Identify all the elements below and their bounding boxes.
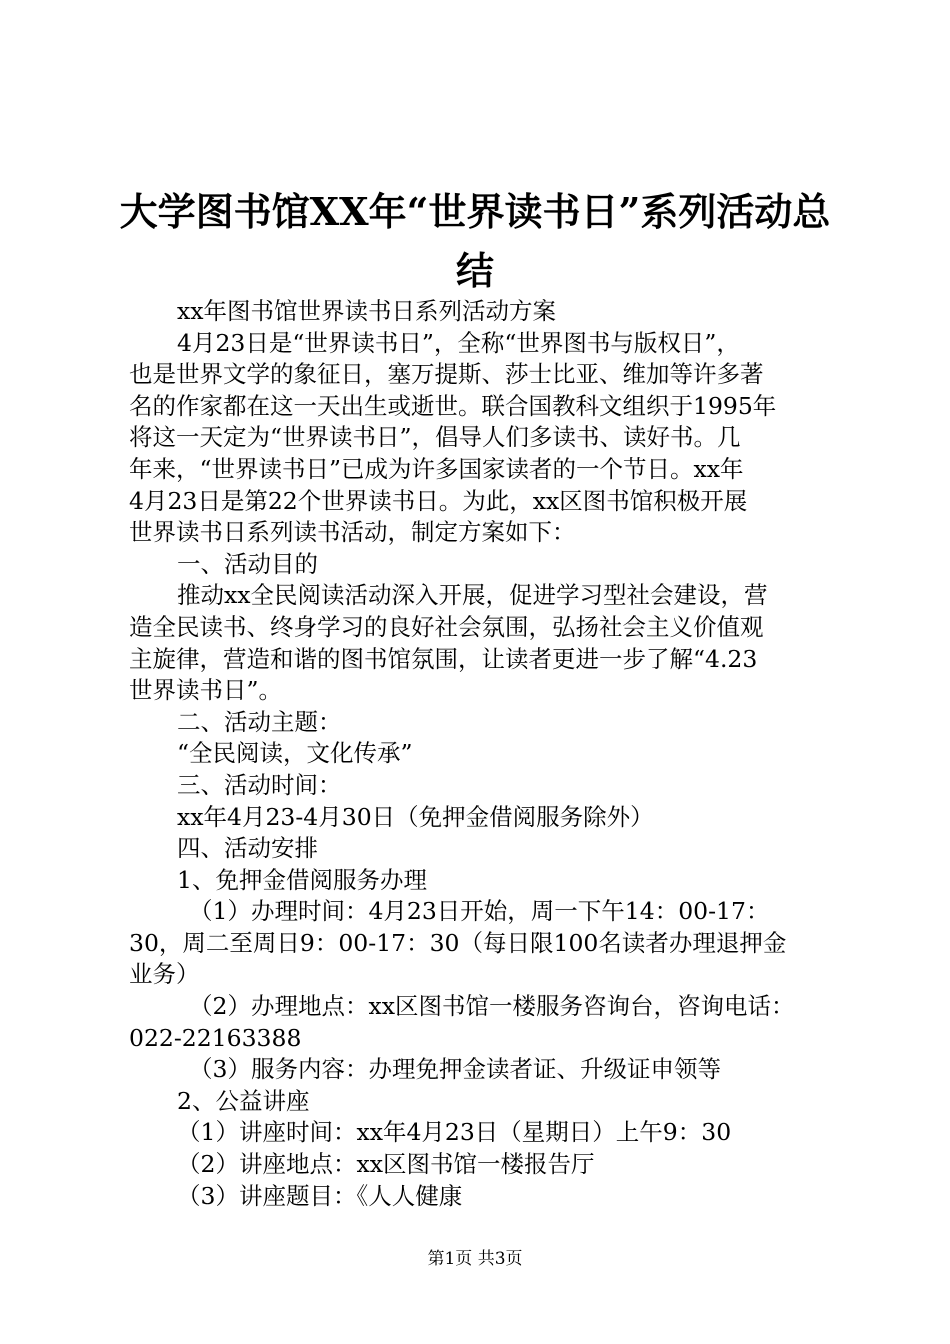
paragraph-line: 推动xx全民阅读活动深入开展，促进学习型社会建设，营 bbox=[177, 581, 768, 610]
paragraph-line: 世界读书日”。 bbox=[129, 676, 283, 705]
subsection-heading: 1、免押金借阅服务办理 bbox=[177, 865, 427, 894]
document-title-line-2: 结 bbox=[455, 248, 494, 293]
paragraph-line: 也是世界文学的象征日，塞万提斯、莎士比亚、维加等许多著 bbox=[129, 360, 764, 389]
paragraph-line: 022-22163388 bbox=[129, 1023, 302, 1052]
section-heading: 三、活动时间： bbox=[177, 770, 342, 799]
paragraph-line: 业务） bbox=[129, 960, 200, 989]
list-item: （2）办理地点：xx区图书馆一楼服务咨询台，咨询电话： bbox=[189, 992, 795, 1021]
paragraph-line: 造全民读书、终身学习的良好社会氛围，弘扬社会主义价值观 bbox=[129, 612, 764, 641]
paragraph-line: 4月23日是第22个世界读书日。为此，xx区图书馆积极开展 bbox=[129, 486, 748, 515]
paragraph-line: “全民阅读，文化传承” bbox=[177, 739, 413, 768]
document-body bbox=[129, 296, 844, 1212]
subsection-heading: 2、公益讲座 bbox=[177, 1086, 310, 1115]
paragraph-line: 名的作家都在这一天出生或逝世。联合国教科文组织于1995年 bbox=[129, 391, 777, 420]
list-item: （3）讲座题目：《人人健康 bbox=[177, 1181, 463, 1210]
section-heading: 一、活动目的 bbox=[177, 549, 318, 578]
paragraph-line: 年来，“世界读书日”已成为许多国家读者的一个节日。xx年 bbox=[129, 454, 744, 483]
paragraph-line: 主旋律，营造和谐的图书馆氛围，让读者更进一步了解“4.23 bbox=[129, 644, 758, 673]
section-heading: 四、活动安排 bbox=[177, 834, 318, 863]
paragraph-line: 将这一天定为“世界读书日”，倡导人们多读书、读好书。几 bbox=[129, 423, 741, 452]
page-number-footer: 第1页 共3页 bbox=[427, 1249, 523, 1269]
list-item: （1）办理时间：4月23日开始，周一下午14：00-17： bbox=[189, 897, 770, 926]
list-item: （1）讲座时间：xx年4月23日（星期日）上午9：30 bbox=[177, 1118, 732, 1147]
paragraph-line: 4月23日是“世界读书日”，全称“世界图书与版权日”， bbox=[177, 328, 740, 357]
list-item: （2）讲座地点：xx区图书馆一楼报告厅 bbox=[177, 1150, 595, 1179]
paragraph-line: xx年4月23-4月30日（免押金借阅服务除外） bbox=[177, 802, 654, 831]
list-item: （3）服务内容：办理免押金读者证、升级证申领等 bbox=[189, 1055, 721, 1084]
section-heading: 二、活动主题： bbox=[177, 707, 342, 736]
paragraph-line: 30，周二至周日9：00-17：30（每日限100名读者办理退押金 bbox=[129, 928, 787, 957]
paragraph-line: xx年图书馆世界读书日系列活动方案 bbox=[177, 297, 557, 325]
document-title-line-1: 大学图书馆XX年“世界读书日”系列活动总 bbox=[119, 189, 831, 234]
paragraph-line: 世界读书日系列读书活动，制定方案如下： bbox=[129, 518, 576, 547]
